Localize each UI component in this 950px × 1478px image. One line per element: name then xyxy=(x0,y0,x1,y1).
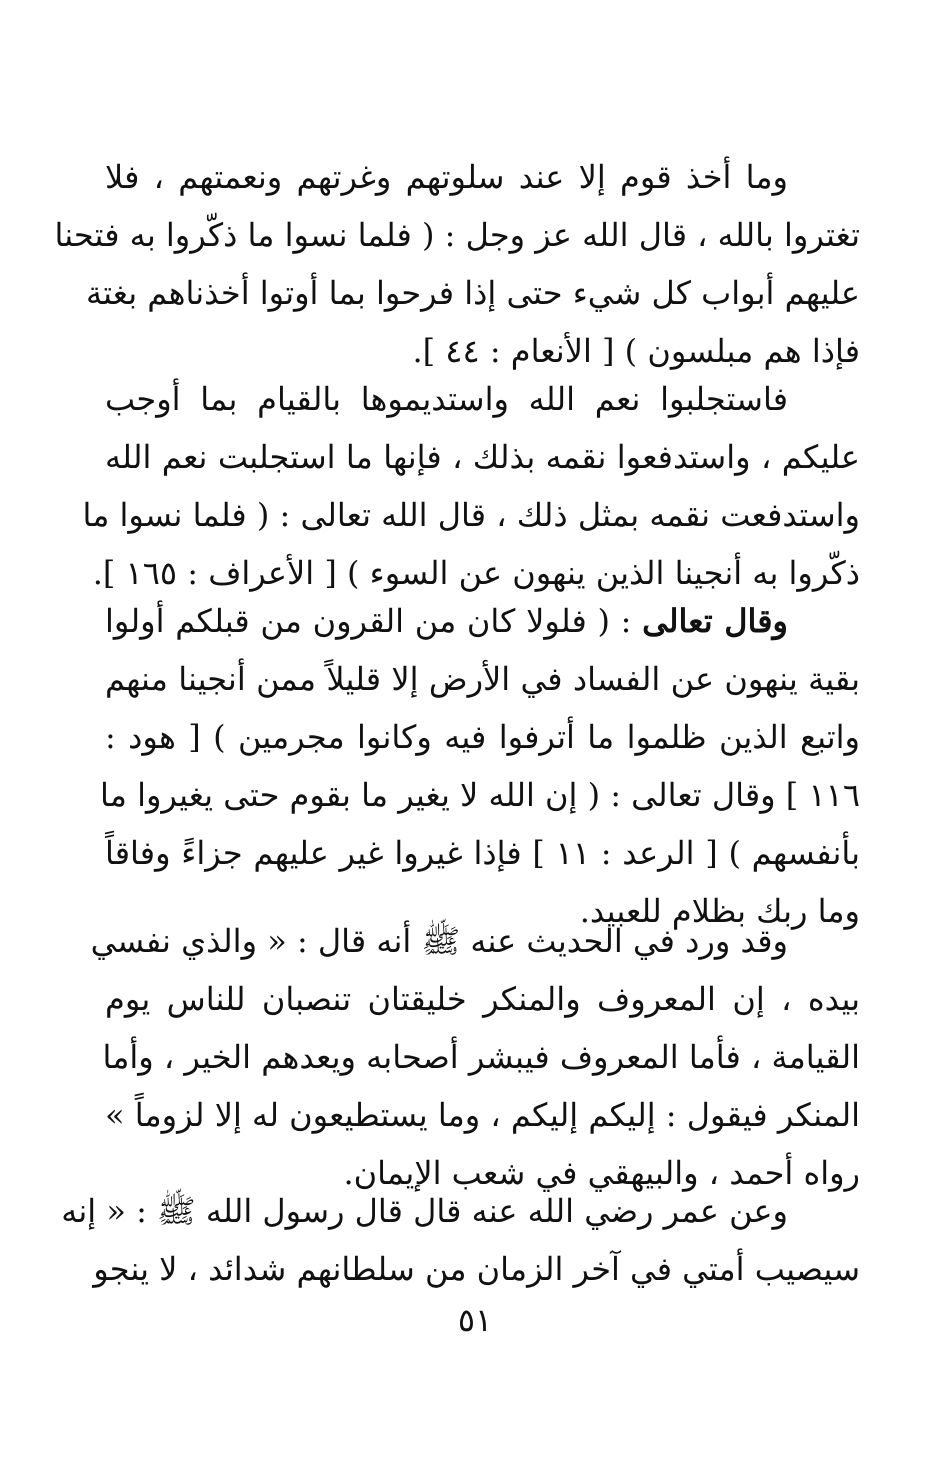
paragraph-3 xyxy=(100,592,861,940)
paragraph-1 xyxy=(54,148,860,380)
page-number: ٥١ xyxy=(457,1301,493,1339)
text-line: وعن عمر رضي الله عنه قال قال رسول الله ﷺ : « إنه xyxy=(61,1192,788,1230)
bold-lead-text: وقال تعالى xyxy=(642,602,788,640)
text-line: فإذا هم مبلسون ) [ الأنعام : ٤٤ ]. xyxy=(412,332,860,370)
text-line: المنكر فيقول : إليكم إليكم ، وما يستطيعون له إلا لزوماً » xyxy=(105,1096,860,1134)
text-line: وقد ورد في الحديث عنه ﷺ أنه قال : « والذي نفسي xyxy=(90,922,788,960)
text-line xyxy=(105,592,860,650)
text-line: بأنفسهم ) [ الرعد : ١١ ] فإذا غيروا غير عليهم جزاءً وفاقاً xyxy=(105,834,861,872)
text-line: واتبع الذين ظلموا ما أترفوا فيه وكانوا مجرمين ) [ هود : xyxy=(105,718,860,756)
text-line: ذكّروا به أنجينا الذين ينهون عن السوء ) [ الأعراف : ١٦٥ ]. xyxy=(92,554,860,592)
text-line: بيده ، إن المعروف والمنكر خليقتان تنصبان للناس يوم xyxy=(105,980,860,1018)
text-line: عليكم ، واستدفعوا نقمه بذلك ، فإنها ما استجلبت نعم الله xyxy=(105,438,861,476)
text-line: القيامة ، فأما المعروف فيبشر أصحابه ويعدهم الخير ، وأما xyxy=(102,1038,860,1076)
text-line: فاستجلبوا نعم الله واستديموها بالقيام بما أوجب xyxy=(105,380,788,418)
paragraph-4 xyxy=(90,912,860,1202)
text-line: سيصيب أمتي في آخر الزمان من سلطانهم شدائد ، لا ينجو xyxy=(93,1250,860,1288)
text-line: وما أخذ قوم إلا عند سلوتهم وغرتهم ونعمتهم ، فلا xyxy=(105,158,789,196)
paragraph-2 xyxy=(82,370,861,602)
text-line: بقية ينهون عن الفساد في الأرض إلا قليلاً ممن أنجينا منهم xyxy=(105,660,860,698)
text-line: تغتروا بالله ، قال الله عز وجل : ( فلما نسوا ما ذكّروا به فتحنا xyxy=(54,216,860,254)
text-line-rest: : ( فلولا كان من القرون من قبلكم أولوا xyxy=(105,602,643,640)
text-line: وما ربك بظلام للعبيد. xyxy=(579,892,860,930)
text-line: رواه أحمد ، والبيهقي في شعب الإيمان. xyxy=(343,1154,860,1192)
text-line: واستدفعت نقمه بمثل ذلك ، قال الله تعالى : ( فلما نسوا ما xyxy=(82,496,860,534)
text-line: ١١٦ ] وقال تعالى : ( إن الله لا يغير ما بقوم حتى يغيروا ما xyxy=(100,776,860,814)
text-line: عليهم أبواب كل شيء حتى إذا فرحوا بما أوتوا أخذناهم بغتة xyxy=(85,274,860,312)
paragraph-5 xyxy=(61,1182,860,1298)
